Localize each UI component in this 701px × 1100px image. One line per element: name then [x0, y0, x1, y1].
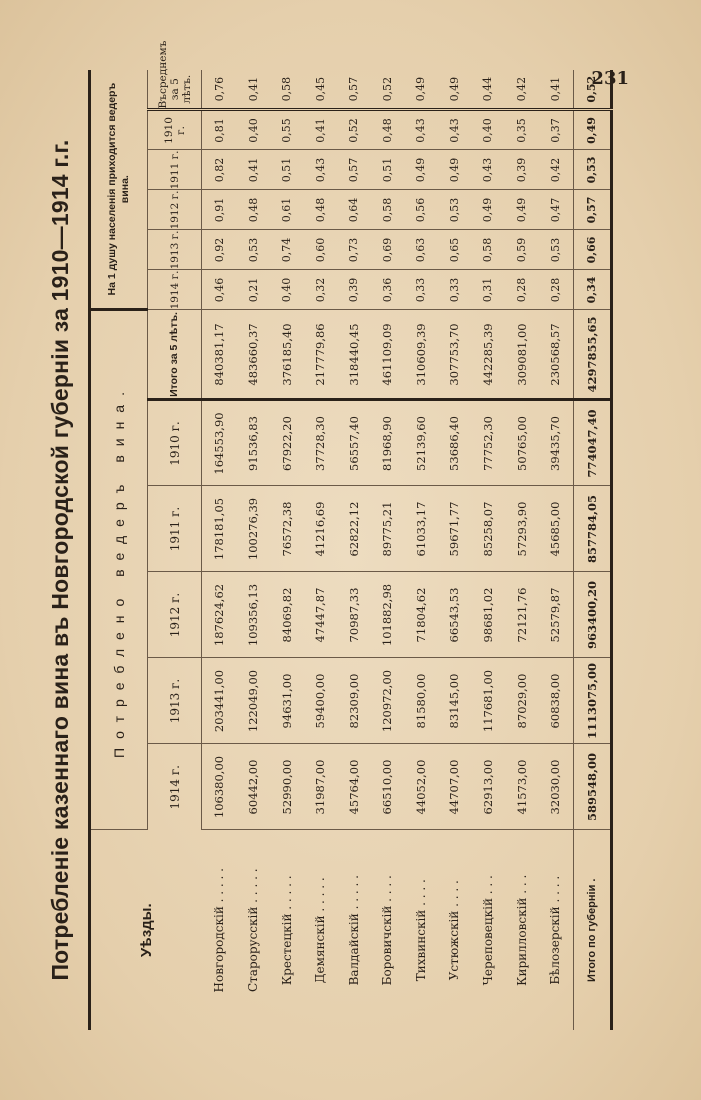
header-consumed: Потреблено ведеръ вина. [90, 310, 148, 830]
header-year-1912: 1912 г. [148, 572, 202, 658]
cell-per-capita: 0,40 [471, 110, 505, 150]
cell-per-capita: 0,60 [303, 230, 337, 270]
cell-value: 32030,00 [538, 744, 573, 830]
cell-value: 122049,00 [236, 658, 270, 744]
cell-value: 89775,21 [371, 486, 405, 572]
cell-total: 310609,39 [404, 310, 438, 400]
cell-value: 70987,33 [337, 572, 371, 658]
cell-value: 37728,30 [303, 400, 337, 486]
cell-value: 67922,20 [270, 400, 304, 486]
cell-per-capita: 0,69 [371, 230, 405, 270]
cell-per-capita: 0,49 [505, 190, 539, 230]
cell-average: 0,45 [303, 70, 337, 110]
cell-value: 72121,76 [505, 572, 539, 658]
row-name: Кирилловскій . . . [514, 874, 529, 986]
header-year-1914: 1914 г. [148, 744, 202, 830]
cell-value: 45764,00 [337, 744, 371, 830]
cell-value: 84069,82 [270, 572, 304, 658]
cell-value: 56557,40 [337, 400, 371, 486]
cell-per-capita: 0,36 [371, 270, 405, 310]
cell-value: 187624,62 [202, 572, 237, 658]
row-name: Череповецкій . . . [480, 875, 495, 986]
cell-value: 71804,62 [404, 572, 438, 658]
cell-value: 66543,53 [438, 572, 472, 658]
table-row [505, 70, 539, 1030]
cell-value: 81968,90 [371, 400, 405, 486]
cell-value: 1113075,00 [573, 658, 611, 744]
cell-value: 61033,17 [404, 486, 438, 572]
cell-per-capita: 0,40 [270, 270, 304, 310]
cell-per-capita: 0,49 [438, 150, 472, 190]
table-row [270, 70, 304, 1030]
cell-value: 76572,38 [270, 486, 304, 572]
cell-total: 217779,86 [303, 310, 337, 400]
cell-value: 82309,00 [337, 658, 371, 744]
cell-per-capita: 0,40 [236, 110, 270, 150]
cell-per-capita: 0,58 [471, 230, 505, 270]
cell-per-capita: 0,43 [303, 150, 337, 190]
cell-per-capita: 0,37 [538, 110, 573, 150]
table-row [371, 70, 405, 1030]
cell-per-capita: 0,41 [303, 110, 337, 150]
cell-total: 4297855,65 [573, 310, 611, 400]
row-name: Демянскій . . . . . [313, 877, 328, 984]
cell-average: 0,76 [202, 70, 237, 110]
cell-per-capita: 0,59 [505, 230, 539, 270]
header-pc-1913: 1913 г. [148, 230, 202, 270]
cell-value: 41573,00 [505, 744, 539, 830]
cell-per-capita: 0,43 [438, 110, 472, 150]
table-row [538, 70, 573, 1030]
cell-per-capita: 0,92 [202, 230, 237, 270]
cell-per-capita: 0,48 [371, 110, 405, 150]
cell-value: 117681,00 [471, 658, 505, 744]
table-row [236, 70, 270, 1030]
header-pc-1911: 1911 г. [148, 150, 202, 190]
cell-average: 0,49 [438, 70, 472, 110]
cell-value: 52139,60 [404, 400, 438, 486]
total-row-name: Итого по губерніи . [573, 830, 611, 1030]
table-row [202, 70, 237, 1030]
cell-per-capita: 0,53 [438, 190, 472, 230]
cell-per-capita: 0,31 [471, 270, 505, 310]
cell-average: 0,44 [471, 70, 505, 110]
total-row [573, 70, 611, 1030]
row-name: Боровичскій . . . . [380, 875, 395, 986]
cell-per-capita: 0,42 [538, 150, 573, 190]
cell-average: 0,42 [505, 70, 539, 110]
cell-per-capita: 0,53 [538, 230, 573, 270]
cell-total: 307753,70 [438, 310, 472, 400]
cell-value: 53686,40 [438, 400, 472, 486]
cell-value: 62913,00 [471, 744, 505, 830]
cell-value: 98681,02 [471, 572, 505, 658]
cell-value: 589548,00 [573, 744, 611, 830]
cell-per-capita: 0,47 [538, 190, 573, 230]
cell-value: 44052,00 [404, 744, 438, 830]
table-title: Потребленіе казеннаго вина въ Новгородской губерніи за 1910—1914 г.г. [47, 139, 73, 981]
cell-average: 0,49 [404, 70, 438, 110]
row-name: Валдайскій . . . . . [346, 875, 361, 986]
header-per-capita: На 1 душу населенія приходится ведеръ вина. [90, 70, 148, 310]
cell-per-capita: 0,48 [303, 190, 337, 230]
cell-average: 0,41 [538, 70, 573, 110]
cell-value: 57293,90 [505, 486, 539, 572]
cell-per-capita: 0,46 [202, 270, 237, 310]
cell-value: 91536,83 [236, 400, 270, 486]
cell-value: 120972,00 [371, 658, 405, 744]
cell-total: 230568,57 [538, 310, 573, 400]
cell-value: 66510,00 [371, 744, 405, 830]
cell-average: 0,58 [270, 70, 304, 110]
cell-value: 164553,90 [202, 400, 237, 486]
cell-value: 85258,07 [471, 486, 505, 572]
cell-per-capita: 0,56 [404, 190, 438, 230]
cell-per-capita: 0,61 [270, 190, 304, 230]
cell-per-capita: 0,49 [573, 110, 611, 150]
cell-value: 109356,13 [236, 572, 270, 658]
table-row [404, 70, 438, 1030]
cell-per-capita: 0,74 [270, 230, 304, 270]
cell-per-capita: 0,49 [471, 190, 505, 230]
header-year-1913: 1913 г. [148, 658, 202, 744]
cell-per-capita: 0,58 [371, 190, 405, 230]
cell-value: 60838,00 [538, 658, 573, 744]
cell-per-capita: 0,63 [404, 230, 438, 270]
cell-average: 0,52 [573, 70, 611, 110]
cell-per-capita: 0,65 [438, 230, 472, 270]
cell-value: 50765,00 [505, 400, 539, 486]
cell-value: 101882,98 [371, 572, 405, 658]
cell-per-capita: 0,33 [438, 270, 472, 310]
cell-total: 483660,37 [236, 310, 270, 400]
cell-per-capita: 0,39 [337, 270, 371, 310]
cell-value: 44707,00 [438, 744, 472, 830]
cell-value: 62822,12 [337, 486, 371, 572]
cell-per-capita: 0,52 [337, 110, 371, 150]
row-name: Новгородскій . . . . . [211, 868, 226, 993]
cell-value: 774047,40 [573, 400, 611, 486]
cell-per-capita: 0,49 [404, 150, 438, 190]
cell-value: 100276,39 [236, 486, 270, 572]
cell-value: 31987,00 [303, 744, 337, 830]
cell-per-capita: 0,64 [337, 190, 371, 230]
cell-per-capita: 0,28 [505, 270, 539, 310]
cell-value: 59671,77 [438, 486, 472, 572]
table-row [337, 70, 371, 1030]
cell-per-capita: 0,81 [202, 110, 237, 150]
cell-per-capita: 0,41 [236, 150, 270, 190]
cell-value: 52579,87 [538, 572, 573, 658]
header-pc-1912: 1912 г. [148, 190, 202, 230]
cell-per-capita: 0,34 [573, 270, 611, 310]
cell-value: 87029,00 [505, 658, 539, 744]
header-uezdy: Уѣзды. [137, 903, 155, 958]
row-name: Бѣлозерскій . . . . [548, 875, 563, 985]
cell-value: 963400,20 [573, 572, 611, 658]
cell-per-capita: 0,43 [404, 110, 438, 150]
cell-value: 60442,00 [236, 744, 270, 830]
cell-value: 52990,00 [270, 744, 304, 830]
cell-per-capita: 0,33 [404, 270, 438, 310]
cell-per-capita: 0,57 [337, 150, 371, 190]
header-total: Итого за 5 лѣтъ. [148, 310, 202, 400]
cell-per-capita: 0,82 [202, 150, 237, 190]
cell-per-capita: 0,66 [573, 230, 611, 270]
cell-value: 59400,00 [303, 658, 337, 744]
cell-value: 45685,00 [538, 486, 573, 572]
row-name: Тихвинскій . . . . [413, 879, 428, 982]
cell-value: 178181,05 [202, 486, 237, 572]
cell-total: 318440,45 [337, 310, 371, 400]
cell-per-capita: 0,35 [505, 110, 539, 150]
cell-value: 81580,00 [404, 658, 438, 744]
cell-value: 94631,00 [270, 658, 304, 744]
cell-per-capita: 0,53 [573, 150, 611, 190]
cell-total: 442285,39 [471, 310, 505, 400]
table-row [471, 70, 505, 1030]
cell-per-capita: 0,48 [236, 190, 270, 230]
consumption-table [88, 40, 613, 1030]
cell-value: 857784,05 [573, 486, 611, 572]
cell-total: 309081,00 [505, 310, 539, 400]
cell-value: 106380,00 [202, 744, 237, 830]
cell-value: 77752,30 [471, 400, 505, 486]
header-average: Въсреднемъ за 5 лѣтъ. [148, 70, 202, 110]
table-row [303, 70, 337, 1030]
cell-per-capita: 0,73 [337, 230, 371, 270]
cell-value: 203441,00 [202, 658, 237, 744]
cell-average: 0,57 [337, 70, 371, 110]
cell-value: 47447,87 [303, 572, 337, 658]
cell-total: 376185,40 [270, 310, 304, 400]
header-pc-1914: 1914 г. [148, 270, 202, 310]
cell-per-capita: 0,28 [538, 270, 573, 310]
header-year-1910: 1910 г. [148, 400, 202, 486]
cell-per-capita: 0,51 [270, 150, 304, 190]
cell-per-capita: 0,21 [236, 270, 270, 310]
cell-average: 0,41 [236, 70, 270, 110]
cell-total: 461109,09 [371, 310, 405, 400]
cell-per-capita: 0,32 [303, 270, 337, 310]
cell-per-capita: 0,39 [505, 150, 539, 190]
cell-value: 41216,69 [303, 486, 337, 572]
header-pc-1910: 1910 г. [148, 110, 202, 150]
page-number: 231 [591, 68, 629, 89]
cell-per-capita: 0,53 [236, 230, 270, 270]
cell-average: 0,52 [371, 70, 405, 110]
header-year-1911: 1911 г. [148, 486, 202, 572]
row-name: Устюжскій . . . . [447, 880, 462, 981]
row-name: Старорусскій . . . . . [246, 868, 261, 993]
table-row [438, 70, 472, 1030]
cell-per-capita: 0,51 [371, 150, 405, 190]
cell-value: 83145,00 [438, 658, 472, 744]
cell-per-capita: 0,55 [270, 110, 304, 150]
cell-per-capita: 0,91 [202, 190, 237, 230]
cell-per-capita: 0,43 [471, 150, 505, 190]
row-name: Крестецкій . . . . . [279, 875, 294, 986]
cell-per-capita: 0,57 [573, 190, 611, 230]
cell-total: 840381,17 [202, 310, 237, 400]
cell-value: 39435,70 [538, 400, 573, 486]
